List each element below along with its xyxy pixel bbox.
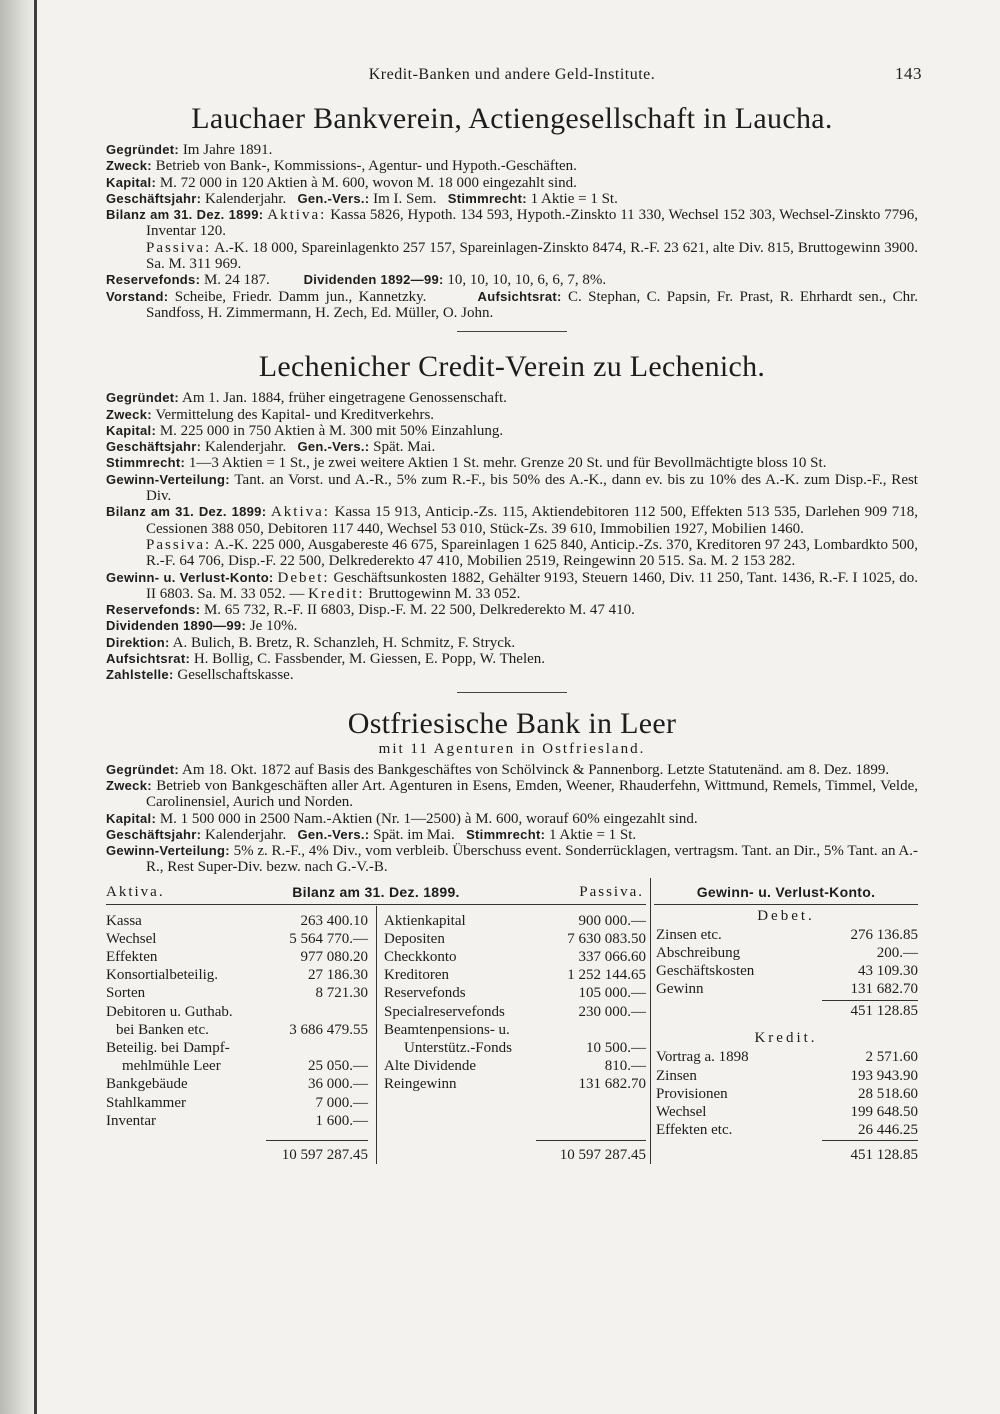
value-gv-kredit: Bruttogewinn M. 33 052. — [368, 585, 521, 602]
value-vorstand: Scheibe, Friedr. Damm jun., Kannetzky. — [174, 288, 427, 305]
label-aufsichtsrat: Aufsichtsrat: — [477, 288, 562, 304]
passiva-row — [384, 948, 646, 966]
aktiva-row — [106, 1075, 368, 1093]
label-reservefonds: Reservefonds: — [106, 272, 201, 288]
row-amount: 131 682.70 — [850, 981, 918, 998]
row-label: Inventar — [106, 1112, 156, 1129]
value-gewinnverteilung: Tant. an Vorst. und A.-R., 5% zum R.-F., bis 50% des A.-K., dann ev. bis zu 10% des A.-K. zum Disp.-F., Rest Div. — [146, 471, 918, 505]
aktiva-row — [106, 930, 368, 948]
gv-konto-title: Gewinn- u. Verlust-Konto. — [696, 883, 876, 900]
row-label: Alte Dividende — [384, 1058, 477, 1075]
row-amount: 276 136.85 — [850, 926, 918, 943]
section-subtitle: mit 11 Agenturen in Ostfriesland. — [378, 740, 646, 757]
label-gewinnverteilung: Gewinn-Verteilung: — [106, 843, 230, 859]
entry-vorstand — [106, 289, 918, 322]
label-aufsichtsrat: Aufsichtsrat: — [106, 651, 191, 667]
value-bilanz-aktiva: Kassa 5826, Hypoth. 134 593, Hypoth.-Zinskto 11 330, Wechsel 152 303, Wechsel-Zinskto 7796, Inventar 120. — [146, 207, 918, 240]
row-amount: 27 186.30 — [308, 967, 368, 984]
entry-reservefonds — [106, 602, 918, 618]
row-label: Wechsel — [106, 930, 157, 947]
value-genvers: Spät. Mai. — [373, 439, 436, 456]
row-label: Kreditoren — [384, 967, 449, 984]
value-kapital: M. 225 000 in 750 Aktien à M. 300 mit 50% Einzahlung. — [159, 422, 504, 439]
page-content — [106, 64, 922, 1184]
passiva-total: 10 597 287.45 — [559, 1146, 646, 1163]
kredit-row — [656, 1103, 918, 1121]
row-label: Kassa — [106, 912, 142, 929]
entry-gegruendet — [106, 762, 918, 778]
value-reservefonds: M. 24 187. — [203, 272, 270, 289]
passiva-total-rule — [536, 1140, 646, 1141]
section-lauchaer-bankverein — [106, 102, 918, 321]
row-amount: 26 446.25 — [858, 1122, 918, 1139]
section-divider — [457, 331, 567, 332]
entry-geschaeftsjahr — [106, 439, 918, 455]
value-genvers: Spät. im Mai. — [373, 826, 455, 843]
entry-dividenden — [106, 618, 918, 634]
value-gegruendet: Am 1. Jan. 1884, früher eingetragene Genossenschaft. — [182, 390, 507, 407]
row-amount: 2 571.60 — [865, 1049, 918, 1066]
label-reservefonds: Reservefonds: — [106, 602, 201, 618]
kredit-total: 451 128.85 — [850, 1146, 918, 1163]
label-bilanz: Bilanz am 31. Dez. 1899: — [106, 504, 267, 520]
row-amount: 8 721.30 — [315, 985, 368, 1002]
label-stimmrecht: Stimmrecht: — [106, 455, 186, 471]
debet-row — [656, 926, 918, 944]
row-label: Unterstütz.-Fonds — [404, 1040, 512, 1057]
value-gegruendet: Am 18. Okt. 1872 auf Basis des Bankgeschäftes von Schölvinck & Pannenborg. Letzte Statutenänd. am 8. Dez. 1899. — [182, 761, 890, 778]
row-label: Depositen — [384, 930, 445, 947]
value-bilanz-passiva: A.-K. 225 000, Ausgabereste 46 675, Spareinlagen 1 625 840, Anticip.-Zs. 370, Kreditoren 97 243, Lombardkto 500, R.-F. 64 706, Disp.-F. 22 500, Delkrederekto 47 410, Mobilien 2519, Reingewinn 20 515. Sa. M. 2 153 282. — [146, 536, 918, 570]
row-amount: 1 252 144.65 — [567, 967, 646, 984]
row-amount: 337 066.60 — [578, 949, 646, 966]
passiva-row — [384, 1057, 646, 1075]
kredit-row — [656, 1085, 918, 1103]
debet-row — [656, 962, 918, 980]
section-lechenicher-credit-verein — [106, 350, 918, 683]
entry-bilanz-aktiva — [106, 207, 918, 240]
kredit-row — [656, 1067, 918, 1085]
book-binding-edge — [0, 0, 38, 1414]
value-stimmrecht: 1—3 Aktien = 1 St., je zwei weitere Aktien 1 St. mehr. Grenze 20 St. und für Bevollmächtigte bloss 10 St. — [188, 455, 827, 472]
row-amount: 263 400.10 — [300, 912, 368, 929]
row-label: Zinsen — [656, 1067, 697, 1084]
entry-zweck — [106, 407, 918, 423]
entry-zweck — [106, 158, 918, 174]
kredit-total-rule — [822, 1140, 918, 1141]
row-amount: 25 050.— — [308, 1058, 368, 1075]
row-label: Debitoren u. Guthab. — [106, 1003, 233, 1020]
value-gewinnverteilung: 5% z. R.-F., 4% Div., vom verbleib. Überschuss event. Sonderrücklagen, vertragsm. Tant. an Dir., 5% Tant. an A.-R., Rest Super-Div. bezw. nach G.-V.-B. — [146, 843, 918, 876]
bilanz-header — [106, 884, 644, 902]
label-gegruendet: Gegründet: — [106, 142, 180, 157]
entry-reservefonds — [106, 272, 918, 288]
section-divider — [457, 692, 567, 693]
section-title-lauchaer: Lauchaer Bankverein, Actiengesellschaft in Laucha. — [191, 102, 833, 135]
value-direktion: A. Bulich, B. Bretz, R. Schanzleh, H. Schmitz, F. Stryck. — [172, 634, 516, 651]
value-dividenden: 10, 10, 10, 10, 6, 6, 7, 8%. — [447, 272, 607, 289]
entry-bilanz-passiva — [106, 240, 918, 273]
aktiva-total-rule — [266, 1140, 368, 1141]
aktiva-row — [106, 1021, 368, 1039]
label-stimmrecht: Stimmrecht: — [466, 826, 546, 842]
label-gewinn-verlust: Gewinn- u. Verlust-Konto: — [106, 569, 274, 585]
aktiva-row — [106, 1039, 368, 1057]
label-stimmrecht: Stimmrecht: — [447, 190, 527, 206]
kredit-subheading: Kredit. — [754, 1030, 818, 1047]
label-genvers: Gen.-Vers.: — [297, 190, 370, 206]
entry-gewinnverteilung — [106, 843, 918, 876]
debet-row — [656, 980, 918, 998]
label-zweck: Zweck: — [106, 406, 152, 422]
value-bilanz-aktiva: Kassa 15 913, Anticip.-Zs. 115, Aktiendebitoren 112 500, Effekten 513 535, Darlehen 909 718, Cessionen 388 050, Debitoren 117 440, Wechsel 53 010, Stück-Zs. 39 610, Immobilien 1927, Mobilien 1460. — [146, 504, 918, 537]
row-label: Bankgebäude — [106, 1076, 188, 1093]
table-divider — [650, 878, 651, 1164]
aktiva-row — [106, 1094, 368, 1112]
label-vorstand: Vorstand: — [106, 288, 169, 304]
value-gewinn-verlust: Geschäftsunkosten 1882, Gehälter 9193, Steuern 1460, Div. 11 250, Tant. 1436, R.-F. I 1025, do. II 6803. Sa. M. 33 052. — — [146, 569, 918, 602]
row-amount: 10 500.— — [586, 1040, 646, 1057]
passiva-heading: Passiva. — [579, 883, 644, 900]
entry-geschaeftsjahr — [106, 191, 918, 207]
financial-tables — [106, 884, 918, 1184]
value-geschaeftsjahr: Kalenderjahr. — [204, 439, 287, 456]
row-label: Specialreservefonds — [384, 1003, 505, 1020]
label-kapital: Kapital: — [106, 422, 157, 438]
debet-total: 451 128.85 — [850, 1003, 918, 1020]
aktiva-row — [106, 984, 368, 1002]
label-geschaeftsjahr: Geschäftsjahr: — [106, 439, 202, 455]
entry-gegruendet — [106, 390, 918, 406]
aktiva-row — [106, 948, 368, 966]
row-label: Aktienkapital — [384, 912, 466, 929]
row-label: Stahlkammer — [106, 1094, 186, 1111]
aktiva-row — [106, 1003, 368, 1021]
row-amount: 199 648.50 — [850, 1104, 918, 1121]
kredit-row — [656, 1048, 918, 1066]
running-head — [106, 64, 922, 90]
word-passiva: Passiva: — [146, 536, 212, 553]
value-kapital: M. 72 000 in 120 Aktien à M. 600, wovon M. 18 000 eingezahlt sind. — [159, 174, 577, 191]
label-dividenden: Dividenden 1890—99: — [106, 618, 247, 634]
row-amount: 977 080.20 — [300, 949, 368, 966]
value-gegruendet: Im Jahre 1891. — [182, 142, 273, 158]
entry-zweck — [106, 778, 918, 811]
aktiva-row — [106, 1112, 368, 1130]
value-geschaeftsjahr: Kalenderjahr. — [204, 190, 287, 207]
row-amount: 28 518.60 — [858, 1085, 918, 1102]
row-amount: 1 600.— — [315, 1112, 368, 1129]
row-amount: 36 000.— — [308, 1076, 368, 1093]
row-label: Zinsen etc. — [656, 926, 722, 943]
row-label: Geschäftskosten — [656, 963, 755, 980]
debet-total-rule — [822, 1000, 918, 1001]
value-dividenden: Je 10%. — [249, 618, 298, 635]
label-direktion: Direktion: — [106, 634, 170, 650]
row-label: Effekten — [106, 949, 158, 966]
value-geschaeftsjahr: Kalenderjahr. — [204, 826, 287, 843]
row-amount: 3 686 479.55 — [289, 1021, 368, 1038]
label-zahlstelle: Zahlstelle: — [106, 667, 174, 683]
entry-gegruendet — [106, 142, 918, 158]
word-kredit: Kredit: — [308, 585, 365, 602]
value-stimmrecht: 1 Aktie = 1 St. — [530, 190, 618, 207]
label-geschaeftsjahr: Geschäftsjahr: — [106, 826, 202, 842]
label-gegruendet: Gegründet: — [106, 390, 180, 406]
debet-row — [656, 944, 918, 962]
value-zweck: Betrieb von Bankgeschäften aller Art. Agenturen in Esens, Emden, Weener, Rhauderfehn, Wittmund, Remels, Timmel, Velde, Carolinensiel, Aurich und Norden. — [146, 777, 919, 811]
aktiva-row — [106, 966, 368, 984]
label-genvers: Gen.-Vers.: — [297, 439, 370, 455]
kredit-row — [656, 1121, 918, 1139]
section-title-ostfriesische: Ostfriesische Bank in Leer — [347, 706, 677, 740]
entry-direktion — [106, 635, 918, 651]
running-head-title: Kredit-Banken und andere Geld-Institute. — [368, 66, 656, 83]
passiva-row — [384, 912, 646, 930]
entry-gewinn-verlust — [106, 570, 918, 603]
gv-header-rule — [654, 904, 918, 905]
label-kapital: Kapital: — [106, 810, 157, 826]
label-bilanz: Bilanz am 31. Dez. 1899: — [106, 207, 264, 223]
row-label: Abschreibung — [656, 944, 741, 961]
value-aufsichtsrat: H. Bollig, C. Fassbender, M. Giessen, E. Popp, W. Thelen. — [193, 651, 546, 668]
passiva-row — [384, 1075, 646, 1093]
row-amount: 7 000.— — [315, 1094, 368, 1111]
bilanz-header-rule — [106, 904, 646, 905]
row-amount: 810.— — [604, 1058, 646, 1075]
passiva-row — [384, 930, 646, 948]
label-genvers: Gen.-Vers.: — [297, 826, 370, 842]
word-aktiva: Aktiva: — [270, 504, 330, 521]
row-label: Reservefonds — [384, 985, 466, 1002]
aktiva-total: 10 597 287.45 — [281, 1146, 368, 1163]
row-amount: 105 000.— — [578, 985, 646, 1002]
section-title-lechenicher: Lechenicher Credit-Verein zu Lechenich. — [258, 350, 766, 384]
entry-bilanz-aktiva — [106, 504, 918, 537]
row-label: Vortrag a. 1898 — [656, 1049, 749, 1066]
entry-kapital — [106, 811, 918, 827]
row-label: Checkkonto — [384, 949, 457, 966]
value-zahlstelle: Gesellschaftskasse. — [177, 667, 294, 684]
passiva-row — [384, 1021, 646, 1039]
aktiva-heading: Aktiva. — [106, 883, 165, 900]
value-bilanz-passiva: A.-K. 18 000, Spareinlagenkto 257 157, Spareinlagen-Zinskto 8474, R.-F. 23 621, alte Div. 815, Bruttogewinn 3900. Sa. M. 311 969. — [146, 239, 918, 273]
value-stimmrecht: 1 Aktie = 1 St. — [548, 826, 637, 843]
value-genvers: Im I. Sem. — [373, 190, 437, 207]
row-label: Wechsel — [656, 1104, 707, 1121]
label-gewinnverteilung: Gewinn-Verteilung: — [106, 471, 230, 487]
row-label: Provisionen — [656, 1085, 728, 1102]
row-label: bei Banken etc. — [116, 1021, 209, 1038]
passiva-row — [384, 1039, 646, 1057]
bilanz-column-divider — [376, 906, 377, 1164]
row-amount: 200.— — [876, 944, 918, 961]
entry-zahlstelle — [106, 667, 918, 683]
entry-kapital — [106, 423, 918, 439]
aktiva-row — [106, 1057, 368, 1075]
bilanz-title: Bilanz am 31. Dez. 1899. — [292, 883, 460, 900]
row-amount: 7 630 083.50 — [567, 930, 646, 947]
entry-stimmrecht — [106, 455, 918, 471]
passiva-row — [384, 966, 646, 984]
row-amount: 43 109.30 — [858, 963, 918, 980]
value-zweck: Betrieb von Bank-, Kommissions-, Agentur- und Hypoth.-Geschäften. — [155, 158, 577, 175]
row-amount: 230 000.— — [578, 1003, 646, 1020]
binding-gutter-line — [34, 0, 37, 1414]
row-amount: 5 564 770.— — [289, 930, 368, 947]
row-label: Sorten — [106, 985, 146, 1002]
entry-bilanz-passiva — [106, 537, 918, 570]
page-number: 143 — [895, 64, 922, 83]
label-zweck: Zweck: — [106, 777, 152, 793]
row-label: Beamtenpensions- u. — [384, 1021, 510, 1038]
row-amount: 900 000.— — [578, 912, 646, 929]
row-amount: 131 682.70 — [578, 1076, 646, 1093]
row-label: Effekten etc. — [656, 1122, 733, 1139]
row-label: Beteilig. bei Dampf- — [106, 1040, 230, 1057]
aktiva-row — [106, 912, 368, 930]
debet-subheading: Debet. — [757, 907, 815, 924]
label-gegruendet: Gegründet: — [106, 761, 180, 777]
word-aktiva: Aktiva: — [267, 207, 327, 224]
value-aufsichtsrat: C. Stephan, C. Papsin, Fr. Prast, R. Ehrhardt sen., Chr. Sandfoss, H. Zimmermann, H. Zech, Ed. Müller, O. John. — [146, 288, 919, 321]
passiva-row — [384, 1003, 646, 1021]
entry-kapital — [106, 175, 918, 191]
entry-gewinnverteilung — [106, 472, 918, 505]
label-kapital: Kapital: — [106, 174, 157, 190]
entry-geschaeftsjahr — [106, 827, 918, 843]
label-zweck: Zweck: — [106, 158, 152, 174]
passiva-row — [384, 984, 646, 1002]
row-label: Reingewinn — [384, 1076, 457, 1093]
row-label: Gewinn — [656, 981, 704, 998]
value-zweck: Vermittelung des Kapital- und Kreditverkehrs. — [155, 406, 435, 423]
row-amount: 193 943.90 — [850, 1067, 918, 1084]
row-label: mehlmühle Leer — [122, 1058, 221, 1075]
label-dividenden: Dividenden 1892—99: — [303, 272, 444, 288]
section-ostfriesische-bank — [106, 707, 918, 876]
value-reservefonds: M. 65 732, R.-F. II 6803, Disp.-F. M. 22 500, Delkrederekto M. 47 410. — [203, 602, 635, 619]
word-debet: Debet: — [277, 569, 330, 586]
row-label: Konsortialbeteilig. — [106, 967, 219, 984]
word-passiva: Passiva: — [146, 239, 212, 256]
label-geschaeftsjahr: Geschäftsjahr: — [106, 190, 202, 206]
value-kapital: M. 1 500 000 in 2500 Nam.-Aktien (Nr. 1—2500) à M. 600, worauf 60% eingezahlt sind. — [159, 810, 698, 827]
entry-aufsichtsrat — [106, 651, 918, 667]
